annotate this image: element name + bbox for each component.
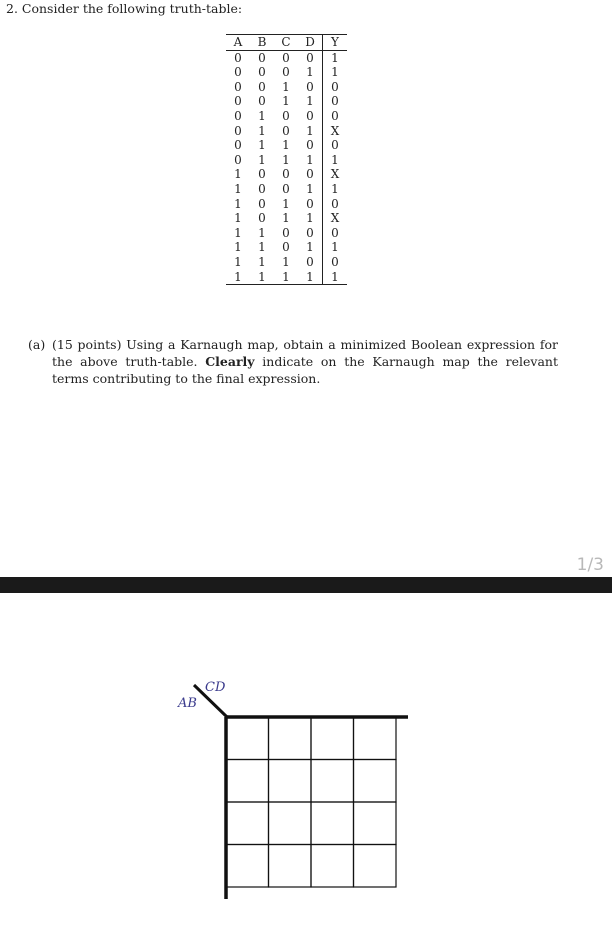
cell-y: 1 — [323, 240, 348, 255]
cell-c: 1 — [282, 152, 290, 167]
cell-d: 0 — [306, 167, 314, 182]
cell-y: 1 — [323, 153, 348, 168]
cell-d: 0 — [306, 254, 314, 269]
cell-a: 0 — [234, 65, 242, 80]
header-y: Y — [323, 35, 348, 51]
cell-d: 0 — [306, 50, 314, 65]
cell-y: 0 — [323, 197, 348, 212]
cell-a: 1 — [234, 167, 242, 182]
question-text: Consider the following truth-table: — [21, 1, 243, 16]
kmap-cell — [269, 802, 312, 845]
cell-d: 1 — [306, 65, 314, 80]
kmap-cell — [269, 717, 312, 760]
cell-d: 0 — [306, 138, 314, 153]
truth-table-header-row — [226, 35, 347, 51]
cell-a: 0 — [234, 94, 242, 109]
kmap-cell — [226, 845, 269, 888]
kmap-cell — [311, 760, 354, 803]
kmap-cell — [311, 717, 354, 760]
cell-b: 1 — [258, 138, 266, 153]
cell-c: 1 — [282, 94, 290, 109]
cell-y: 0 — [323, 94, 348, 109]
kmap-cell — [354, 802, 397, 845]
cell-d: 1 — [306, 181, 314, 196]
header-b: B — [250, 35, 274, 51]
cell-c: 0 — [282, 50, 290, 65]
cell-b: 1 — [258, 225, 266, 240]
cell-y: 1 — [323, 65, 348, 80]
kmap-cell — [226, 717, 269, 760]
cell-y: 1 — [323, 50, 348, 65]
cell-d: 0 — [306, 79, 314, 94]
cell-d: 1 — [306, 123, 314, 138]
truth-table-row — [226, 124, 347, 139]
part-a — [28, 336, 558, 387]
kmap-cell — [311, 802, 354, 845]
cell-a: 1 — [234, 240, 242, 255]
cell-y: 1 — [323, 182, 348, 197]
cell-a: 0 — [234, 79, 242, 94]
cell-a: 1 — [234, 181, 242, 196]
truth-table-row — [226, 50, 347, 65]
header-d: D — [298, 35, 323, 51]
cell-d: 1 — [306, 94, 314, 109]
cell-d: 1 — [298, 270, 323, 285]
truth-table-row — [226, 80, 347, 95]
truth-table-row — [226, 240, 347, 255]
karnaugh-map — [0, 593, 612, 927]
part-a-text — [52, 336, 558, 387]
header-c: C — [274, 35, 298, 51]
cell-a: 0 — [234, 108, 242, 123]
cell-b: 1 — [258, 240, 266, 255]
kmap-row-var-label: AB — [178, 696, 197, 711]
cell-d: 1 — [306, 240, 314, 255]
cell-y: 1 — [323, 270, 348, 285]
cell-a: 1 — [234, 225, 242, 240]
cell-b: 0 — [258, 167, 266, 182]
cell-c: 0 — [282, 167, 290, 182]
kmap-cell — [226, 802, 269, 845]
cell-c: 1 — [282, 79, 290, 94]
cell-a: 0 — [234, 50, 242, 65]
cell-b: 1 — [250, 270, 274, 285]
cell-y: 0 — [323, 138, 348, 153]
part-a-label: (a) — [28, 337, 46, 352]
cell-a: 1 — [226, 270, 250, 285]
cell-b: 0 — [258, 50, 266, 65]
truth-table-row — [226, 65, 347, 80]
cell-c: 0 — [282, 123, 290, 138]
cell-a: 1 — [234, 196, 242, 211]
cell-b: 0 — [258, 65, 266, 80]
kmap-cell — [226, 760, 269, 803]
cell-b: 1 — [258, 108, 266, 123]
cell-d: 1 — [306, 211, 314, 226]
cell-y: X — [323, 167, 348, 182]
cell-b: 0 — [258, 79, 266, 94]
truth-table-row — [226, 94, 347, 109]
cell-b: 1 — [258, 152, 266, 167]
cell-c: 1 — [282, 196, 290, 211]
cell-d: 1 — [306, 152, 314, 167]
page-indicator: 1/3 — [576, 555, 604, 575]
header-a: A — [226, 35, 250, 51]
cell-d: 0 — [306, 225, 314, 240]
cell-c: 1 — [274, 270, 298, 285]
cell-a: 0 — [234, 152, 242, 167]
cell-c: 1 — [282, 138, 290, 153]
kmap-cell — [354, 717, 397, 760]
cell-c: 0 — [282, 225, 290, 240]
cell-a: 1 — [234, 254, 242, 269]
truth-table-row — [226, 153, 347, 168]
kmap-cell — [311, 845, 354, 888]
truth-table-row — [226, 182, 347, 197]
cell-c: 1 — [282, 211, 290, 226]
kmap-cell — [269, 760, 312, 803]
cell-a: 1 — [234, 211, 242, 226]
question-number: 2. — [6, 1, 18, 16]
cell-b: 0 — [258, 196, 266, 211]
truth-table-row — [226, 197, 347, 212]
cell-y: 0 — [323, 255, 348, 270]
truth-table-row — [226, 255, 347, 270]
kmap-cell — [354, 760, 397, 803]
cell-b: 1 — [258, 123, 266, 138]
truth-table — [226, 34, 347, 285]
cell-y: 0 — [323, 109, 348, 124]
document-page-2 — [0, 593, 612, 927]
cell-d: 0 — [306, 196, 314, 211]
kmap-grid — [226, 717, 396, 887]
truth-table-row — [226, 226, 347, 241]
cell-a: 0 — [234, 138, 242, 153]
cell-y: 0 — [323, 226, 348, 241]
truth-table-row — [226, 270, 347, 285]
cell-c: 0 — [282, 108, 290, 123]
cell-b: 0 — [258, 94, 266, 109]
cell-c: 0 — [282, 240, 290, 255]
cell-y: 0 — [323, 80, 348, 95]
cell-y: X — [323, 211, 348, 226]
kmap-col-var-label: CD — [205, 680, 226, 695]
cell-c: 0 — [282, 181, 290, 196]
cell-c: 1 — [282, 254, 290, 269]
page-separator — [0, 577, 612, 593]
truth-table-row — [226, 109, 347, 124]
truth-table-body — [226, 50, 347, 285]
part-a-emphasis: Clearly — [205, 354, 255, 369]
truth-table-row — [226, 138, 347, 153]
cell-b: 1 — [258, 254, 266, 269]
truth-table-row — [226, 167, 347, 182]
truth-table-row — [226, 211, 347, 226]
part-a-text-after: indicate on the Karnaugh map the relevant terms contributing to the final expression. — [52, 354, 558, 386]
cell-b: 0 — [258, 181, 266, 196]
kmap-cell — [269, 845, 312, 888]
part-a-text-before: (15 points) Using a Karnaugh map, obtain a minimized Boolean expression for the above truth-table. — [52, 337, 558, 369]
cell-d: 0 — [306, 108, 314, 123]
question-title — [6, 1, 242, 16]
kmap-cell — [354, 845, 397, 888]
cell-a: 0 — [234, 123, 242, 138]
cell-y: X — [323, 124, 348, 139]
cell-c: 0 — [282, 65, 290, 80]
cell-b: 0 — [258, 211, 266, 226]
